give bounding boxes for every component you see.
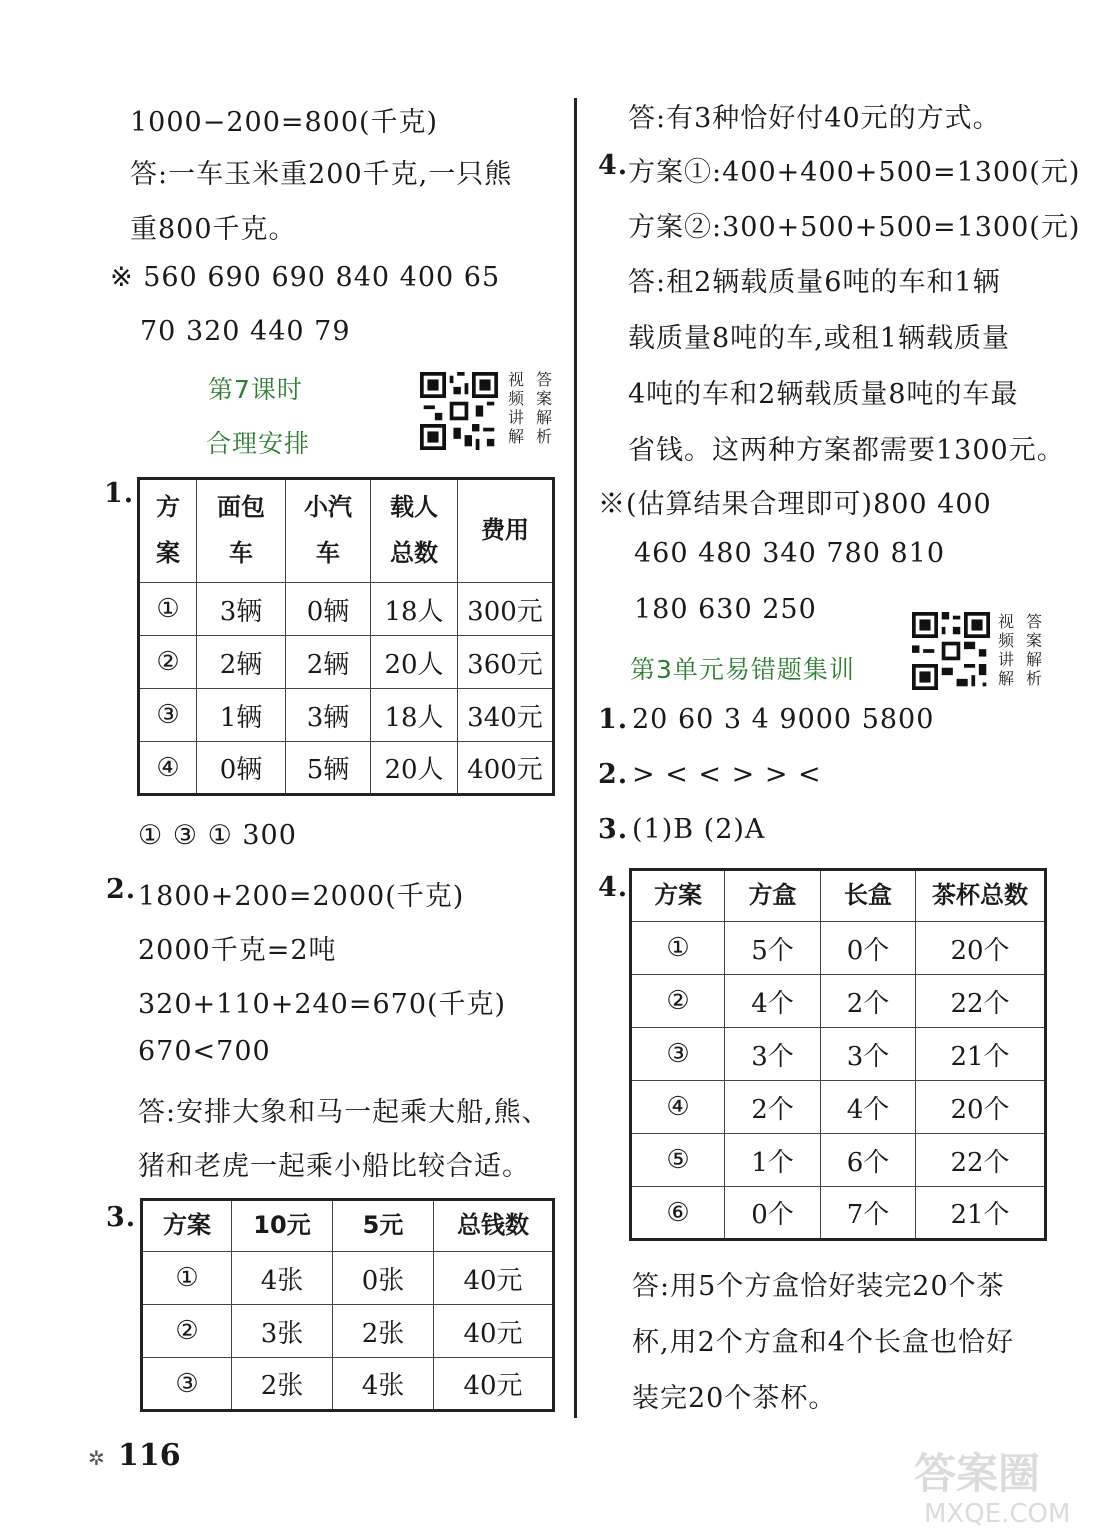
table-cell: 0个	[821, 922, 916, 975]
table-cell: 18人	[371, 583, 458, 636]
table-cell: ②	[631, 975, 725, 1028]
qr-label-answer: 答案解析	[536, 370, 553, 446]
table-cell: 20个	[916, 922, 1046, 975]
table-cell: ①	[139, 583, 197, 636]
table-cell: 2个	[725, 1081, 821, 1134]
qr-label-video: 视频讲解	[508, 370, 525, 446]
table-cell: ⑤	[631, 1134, 725, 1187]
table-cell: 360元	[458, 636, 554, 689]
ans-3-text: (1)B (2)A	[632, 814, 766, 845]
page-number: 116	[118, 1438, 181, 1473]
q4-line-5: 4吨的车和2辆载质量8吨的车最	[628, 379, 1019, 410]
final-line-2: 杯,用2个方盒和4个长盒也恰好	[632, 1327, 1014, 1358]
left-line-2: 答:一车玉米重200千克,一只熊	[130, 159, 513, 190]
table-cell: ①	[631, 922, 725, 975]
table-cell: 340元	[458, 689, 554, 742]
watermark-logo	[910, 1440, 1080, 1530]
table-cell: 3张	[232, 1305, 333, 1358]
q4-line-4: 载质量8吨的车,或租1辆载质量	[628, 323, 1010, 354]
q4-line-1: 方案①:400+400+500=1300(元)	[628, 157, 1081, 188]
q2-number: 2.	[106, 874, 137, 905]
q2-line-2: 2000千克=2吨	[138, 935, 337, 966]
lesson-subtitle: 合理安排	[206, 429, 311, 458]
q1-number: 1.	[104, 478, 135, 509]
q2-line-1: 1800+200=2000(千克)	[138, 881, 465, 912]
left-line-4: ※ 560 690 690 840 400 65	[110, 262, 501, 293]
table-cell: 40元	[434, 1305, 554, 1358]
table-header: 方案	[142, 1200, 232, 1252]
final-line-3: 装完20个茶杯。	[632, 1383, 837, 1414]
qr-code-icon[interactable]	[420, 372, 498, 450]
table-cell: 20人	[371, 742, 458, 795]
table-cell: ③	[631, 1028, 725, 1081]
table-cell: 1辆	[197, 689, 286, 742]
table-cell: 400元	[458, 742, 554, 795]
table-cell: ④	[631, 1081, 725, 1134]
table-cell: 0张	[333, 1252, 434, 1305]
table-cell: 4张	[333, 1358, 434, 1411]
qr-label-answer: 答案解析	[1026, 612, 1043, 688]
table-header: 费用	[458, 479, 554, 583]
table-cell: ⑥	[631, 1187, 725, 1240]
table-cell: 0辆	[286, 583, 371, 636]
table-cell: 300元	[458, 583, 554, 636]
unit-title: 第3单元易错题集训	[630, 655, 855, 684]
column-divider	[574, 98, 577, 1418]
table-cell: 18人	[371, 689, 458, 742]
table-cell: 22个	[916, 1134, 1046, 1187]
svg-text:MXQE.COM: MXQE.COM	[924, 1499, 1071, 1529]
q4-line-2: 方案②:300+500+500=1300(元)	[628, 212, 1081, 243]
table-cell: 0辆	[197, 742, 286, 795]
q4b-number: 4.	[598, 872, 629, 903]
table-cell: 3辆	[286, 689, 371, 742]
table-header: 方案	[631, 870, 725, 922]
left-line-1: 1000−200=800(千克)	[130, 107, 439, 138]
table-cell: 21个	[916, 1028, 1046, 1081]
table-cell: 3个	[821, 1028, 916, 1081]
left-line-3: 重800千克。	[130, 214, 297, 245]
table-teacups	[629, 868, 1047, 1241]
qr-label-video: 视频讲解	[998, 612, 1015, 688]
star-icon: ✲	[88, 1446, 105, 1470]
table-cell: 2张	[232, 1358, 333, 1411]
table-cell: ③	[142, 1358, 232, 1411]
ans-2-text: > < < > > <	[632, 759, 822, 790]
table-cell: 22个	[916, 975, 1046, 1028]
table-cell: 40元	[434, 1252, 554, 1305]
q4-number: 4.	[598, 150, 629, 181]
left-line-5: 70 320 440 79	[140, 316, 351, 347]
svg-text:答案圈: 答案圈	[914, 1449, 1041, 1498]
q2-line-4: 670<700	[138, 1036, 271, 1067]
table-cell: ②	[139, 636, 197, 689]
table-cell: 0个	[725, 1187, 821, 1240]
table-header: 面包 车	[197, 479, 286, 583]
table-cell: 5辆	[286, 742, 371, 795]
table-header: 小汽 车	[286, 479, 371, 583]
q4-line-9: 180 630 250	[634, 594, 817, 625]
qr-code-icon[interactable]	[912, 612, 990, 690]
table-cell: ③	[139, 689, 197, 742]
q4-line-3: 答:租2辆载质量6吨的车和1辆	[628, 267, 1001, 298]
ans-1-number: 1.	[598, 704, 629, 735]
table-cell: ①	[142, 1252, 232, 1305]
q2-line-5: 答:安排大象和马一起乘大船,熊、	[138, 1097, 550, 1128]
ans-3-number: 3.	[598, 814, 629, 845]
table-cell: ②	[142, 1305, 232, 1358]
right-top-line: 答:有3种恰好付40元的方式。	[628, 103, 1001, 134]
q2-line-6: 猪和老虎一起乘小船比较合适。	[138, 1151, 530, 1182]
table-header: 茶杯总数	[916, 870, 1046, 922]
table-cell: 3辆	[197, 583, 286, 636]
table-cell: 2个	[821, 975, 916, 1028]
table-header: 载人 总数	[371, 479, 458, 583]
table-cell: 2辆	[286, 636, 371, 689]
table-header: 方盒	[725, 870, 821, 922]
ans-2-number: 2.	[598, 759, 629, 790]
q3-number: 3.	[106, 1202, 137, 1233]
table-cell: 4个	[821, 1081, 916, 1134]
table-header: 方 案	[139, 479, 197, 583]
table-cell: 21个	[916, 1187, 1046, 1240]
table-cell: 20人	[371, 636, 458, 689]
table-cell: 20个	[916, 1081, 1046, 1134]
table-cell: 6个	[821, 1134, 916, 1187]
table-header: 5元	[333, 1200, 434, 1252]
table-cell: 2张	[333, 1305, 434, 1358]
table-transport	[137, 477, 555, 796]
q4-line-6: 省钱。这两种方案都需要1300元。	[628, 435, 1065, 466]
q4-line-8: 460 480 340 780 810	[634, 538, 946, 569]
table-cell: 4张	[232, 1252, 333, 1305]
table-cell: ④	[139, 742, 197, 795]
table-cell: 4个	[725, 975, 821, 1028]
q2-line-3: 320+110+240=670(千克)	[138, 989, 507, 1020]
lesson-title: 第7课时	[208, 375, 303, 404]
final-line-1: 答:用5个方盒恰好装完20个茶	[632, 1271, 1005, 1302]
table-cell: 3个	[725, 1028, 821, 1081]
ans-1-text: 20 60 3 4 9000 5800	[632, 704, 935, 735]
table-header: 总钱数	[434, 1200, 554, 1252]
table-payment	[140, 1198, 555, 1412]
table-header: 长盒	[821, 870, 916, 922]
table-cell: 2辆	[197, 636, 286, 689]
table-cell: 7个	[821, 1187, 916, 1240]
table-cell: 5个	[725, 922, 821, 975]
table-cell: 40元	[434, 1358, 554, 1411]
table-cell: 1个	[725, 1134, 821, 1187]
q4-line-7: ※(估算结果合理即可)800 400	[598, 489, 992, 520]
table-header: 10元	[232, 1200, 333, 1252]
q1-answer: ① ③ ① 300	[138, 820, 297, 851]
